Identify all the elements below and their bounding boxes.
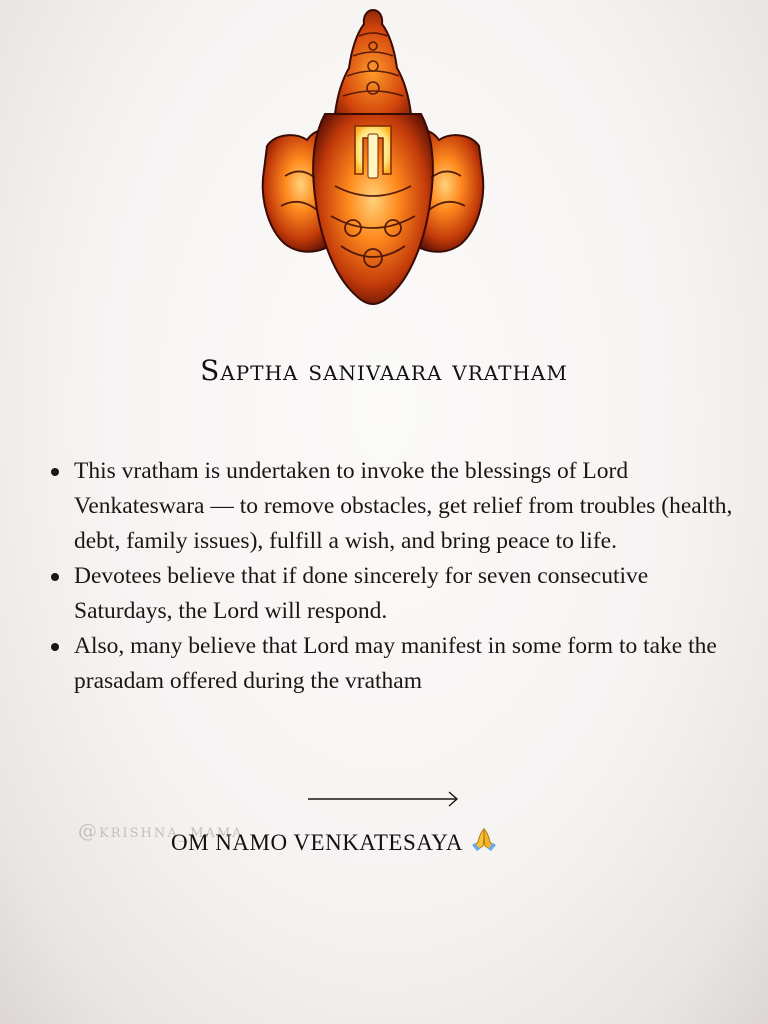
watermark: @krishna_mama <box>78 820 244 842</box>
closing-line <box>171 826 499 856</box>
page-title: Saptha sanivaara vratham <box>200 354 568 387</box>
folded-hands-icon <box>469 826 499 852</box>
bullet-dot <box>51 573 59 581</box>
bullet-list <box>48 454 748 699</box>
list-item <box>48 559 748 629</box>
list-item <box>48 629 748 699</box>
arrow-right-icon <box>306 786 462 812</box>
list-item-text: This vratham is undertaken to invoke the blessings of Lord Venkateswara — to remove obstacles, get relief from troubles (health, debt, family issues), fulfill a wish, and bring peace to life. <box>74 458 733 554</box>
bullet-dot <box>51 468 59 476</box>
list-item <box>48 454 748 559</box>
crown-shape <box>335 10 411 114</box>
bullet-dot <box>51 643 59 651</box>
closing-text: OM NAMO VENKATESAYA <box>171 830 463 855</box>
list-item-text: Devotees believe that if done sincerely for seven consecutive Saturdays, the Lord will respond. <box>74 563 649 624</box>
list-item-text: Also, many believe that Lord may manifest in some form to take the prasadam offered during the vratham <box>74 633 717 694</box>
venkateswara-deity-image <box>255 6 491 306</box>
